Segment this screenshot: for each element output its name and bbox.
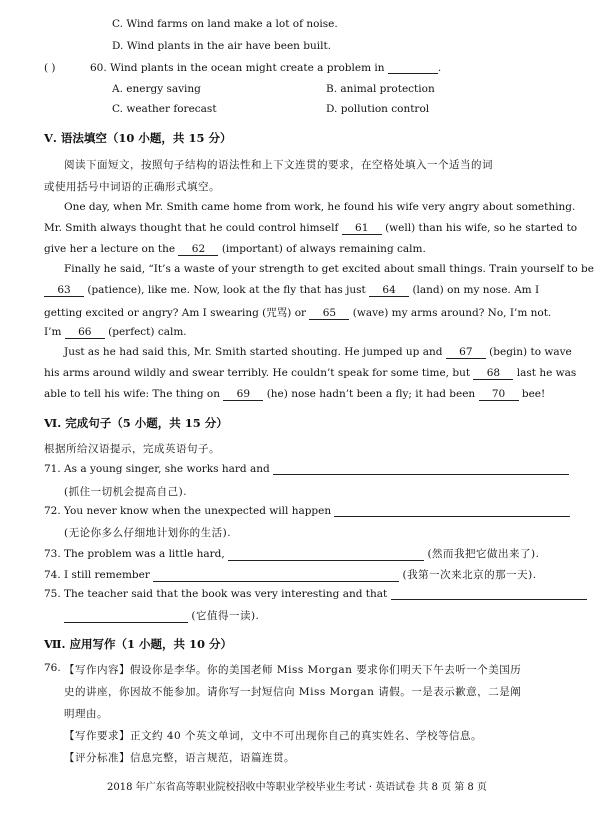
q60-option-c: C. weather forecast <box>112 103 217 115</box>
blank-61: 61 <box>342 222 382 235</box>
page-footer: 2018 年广东省高等职业院校招收中等职业学校毕业生考试 · 英语试卷 共 8 页 第 8 页 <box>107 782 487 793</box>
passage-line-8 <box>64 346 572 359</box>
q75-line-2 <box>64 608 259 623</box>
blank-69: 69 <box>223 388 263 401</box>
q60-option-b: B. animal protection <box>326 83 435 95</box>
passage-line-7 <box>44 326 187 339</box>
passage-text: give her a lecture on the <box>44 243 176 255</box>
passage-line-5 <box>44 284 539 297</box>
q60-period: . <box>437 62 442 74</box>
passage-text: (he) nose hadn’t been a fly; it had been <box>266 388 476 400</box>
q75-blank-2 <box>64 622 188 623</box>
q73-hint: (然而我把它做出来了). <box>427 548 540 560</box>
q72-blank <box>334 516 570 517</box>
passage-text: Mr. Smith always thought that he could control himself <box>44 222 339 234</box>
q60-answer-paren: ( ) <box>44 62 56 74</box>
q71-blank <box>273 474 569 475</box>
q75-text: 75. The teacher said that the book was very interesting and that <box>44 588 388 600</box>
passage-text: (important) of always remaining calm. <box>221 243 426 255</box>
passage-text: (perfect) calm. <box>108 326 187 338</box>
q60-option-a: A. energy saving <box>112 83 201 95</box>
q59-option-d: D. Wind plants in the air have been built. <box>112 40 332 52</box>
passage-text: (wave) my arms around? No, I’m not. <box>352 307 552 319</box>
q60-stem <box>90 62 441 74</box>
q74-text: 74. I still remember <box>44 569 150 581</box>
passage-text: his arms around wildly and swear terribly. He couldn’t speak for some time, but <box>44 367 471 379</box>
q76-scoring: 【评分标准】信息完整，语言规范，语篇连贯。 <box>64 752 295 764</box>
section-6-instruction: 根据所给汉语提示，完成英语句子。 <box>44 443 220 455</box>
blank-63: 63 <box>44 284 84 297</box>
passage-text: last he was <box>516 367 577 379</box>
q74-blank <box>153 581 399 582</box>
blank-62: 62 <box>178 243 218 256</box>
q60-text: Wind plants in the ocean might create a problem in <box>110 62 385 74</box>
section-5-title: Ⅴ. 语法填空（10 小题，共 15 分） <box>44 131 232 145</box>
q71-hint: (抓住一切机会提高自己). <box>64 486 188 498</box>
passage-line-1: One day, when Mr. Smith came home from work, he found his wife very angry about something. <box>64 201 576 213</box>
blank-64: 64 <box>369 284 409 297</box>
passage-text: able to tell his wife: The thing on <box>44 388 220 400</box>
q73-blank <box>228 560 424 561</box>
passage-text: Just as he had said this, Mr. Smith started shouting. He jumped up and <box>64 346 443 358</box>
q76-content-line-3: 明理由。 <box>64 708 108 720</box>
blank-65: 65 <box>309 307 349 320</box>
q60-option-d: D. pollution control <box>326 103 430 115</box>
passage-text: I’m <box>44 326 62 338</box>
q72-hint: (无论你多么仔细地计划你的生活). <box>64 527 232 539</box>
q60-blank <box>388 73 438 74</box>
q76-requirements: 【写作要求】正文约 40 个英文单词，文中不可出现你自己的真实姓名、学校等信息。 <box>64 730 483 742</box>
passage-line-2 <box>44 222 577 235</box>
q75 <box>44 588 587 600</box>
q59-option-c: C. Wind farms on land make a lot of noise. <box>112 18 338 30</box>
passage-line-9 <box>44 367 576 380</box>
q74 <box>44 567 537 582</box>
passage-text: bee! <box>521 388 546 400</box>
passage-line-6 <box>44 305 551 320</box>
passage-line-4: Finally he said, “It’s a waste of your strength to get excited about small things. Train yourself to be <box>64 263 594 275</box>
blank-66: 66 <box>65 326 105 339</box>
passage-line-10 <box>44 388 545 401</box>
section-7-title: Ⅶ. 应用写作（1 小题，共 10 分） <box>44 637 233 651</box>
q76-number: 76. <box>44 662 61 674</box>
q75-hint: (它值得一读). <box>191 610 260 622</box>
section-5-instruction-1: 阅读下面短文，按照句子结构的语法性和上下文连贯的要求，在空格处填入一个适当的词 <box>64 159 493 171</box>
passage-text: (well) than his wife, so he started to <box>385 222 578 234</box>
q76-content-line-1: 【写作内容】假设你是李华。你的美国老师 Miss Morgan 要求你们明天下午去听一个美国历 <box>64 664 522 676</box>
blank-67: 67 <box>446 346 486 359</box>
q74-hint: (我第一次来北京的那一天). <box>402 569 537 581</box>
q60-number: 60. <box>90 62 107 74</box>
blank-68: 68 <box>473 367 513 380</box>
q75-blank-1 <box>391 599 587 600</box>
passage-text: (patience), like me. Now, look at the fly that has just <box>87 284 366 296</box>
q72-text: 72. You never know when the unexpected will happen <box>44 505 332 517</box>
passage-line-3 <box>44 243 426 256</box>
passage-text: getting excited or angry? Am I swearing (咒骂) or <box>44 307 307 319</box>
section-5-instruction-2: 或使用括号中词语的正确形式填空。 <box>44 181 220 193</box>
passage-text: (land) on my nose. Am I <box>412 284 540 296</box>
q73-text: 73. The problem was a little hard, <box>44 548 225 560</box>
q73 <box>44 546 539 561</box>
q76-content-line-2: 史的讲座，你因故不能参加。请你写一封短信向 Miss Morgan 请假。一是表示歉意，二是阐 <box>64 686 522 698</box>
passage-text: (begin) to wave <box>489 346 572 358</box>
blank-70: 70 <box>479 388 519 401</box>
q71-text: 71. As a young singer, she works hard and <box>44 463 270 475</box>
q71 <box>44 463 569 475</box>
section-6-title: Ⅵ. 完成句子（5 小题，共 15 分） <box>44 416 228 430</box>
q72 <box>44 505 570 517</box>
